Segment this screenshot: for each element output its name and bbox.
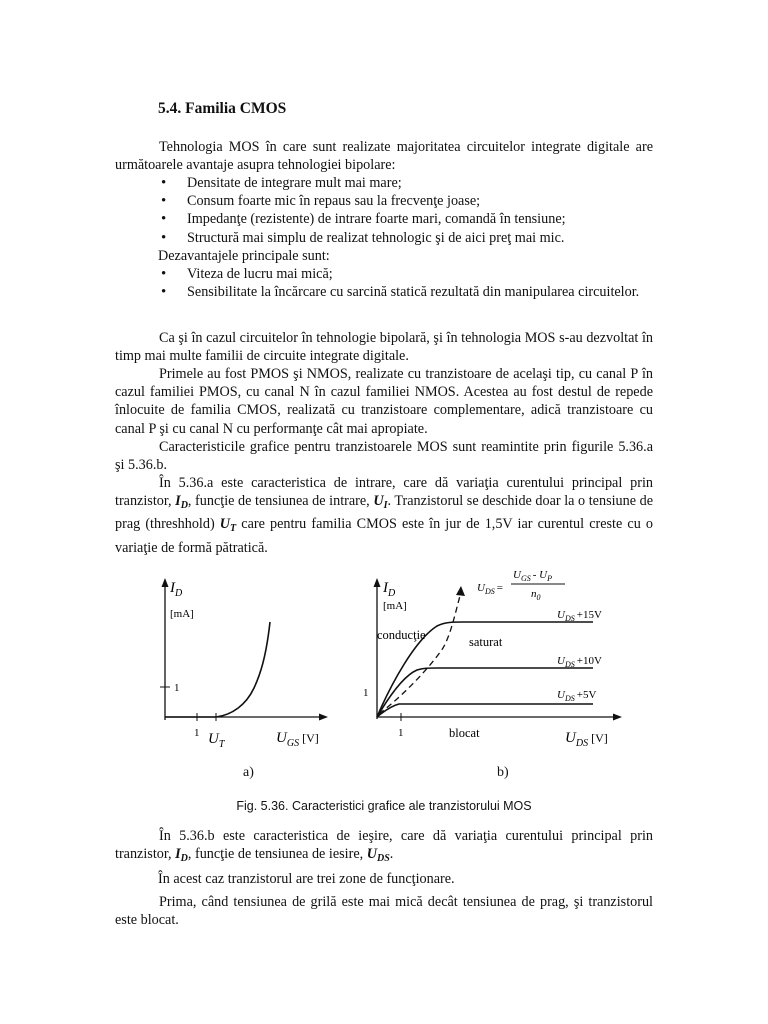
figure-b-output-characteristic bbox=[365, 562, 630, 752]
curve-5v bbox=[377, 704, 593, 717]
boundary-arrow bbox=[456, 586, 465, 596]
paragraph-input-characteristic: În 5.36.a este caracteristica de intrare, care dă variaţia curentului principal prin tranzistor, $I_D$, funcţie de tensiunea de intrare, $U_I$. Tranzistorul se deschide doar la o tensiune de prag (threshhold) $U_T$ care pentru familia CMOS este în jur de 1,5V iar curentul creste cu o variaţie de formă pătratică. bbox=[115, 475, 654, 556]
advantages-list bbox=[158, 174, 653, 247]
list-item: • Structură mai simplu de realizat tehnologic şi de aici preţ mai mic. bbox=[158, 229, 653, 247]
x-label: $U_{DS}$ [V] bbox=[565, 730, 608, 749]
formula-lhs: $U_{DS}$ = bbox=[477, 582, 503, 596]
formula-denominator: $n_0$ bbox=[531, 588, 541, 602]
paragraph-zones: În acest caz tranzistorul are trei zone de funcţionare. bbox=[158, 871, 455, 887]
tick-label-y: 1 bbox=[174, 682, 180, 694]
conductie-label: conducţie bbox=[377, 628, 426, 642]
curve-label-10v: $U_{DS} +10V$ bbox=[557, 655, 602, 669]
figure-caption: Fig. 5.36. Caracteristici grafice ale tranzistorului MOS bbox=[236, 799, 532, 813]
y-unit: [mA] bbox=[383, 600, 407, 612]
disadvantages-heading: Dezavantajele principale sunt: bbox=[158, 248, 330, 264]
y-axis-arrow bbox=[374, 578, 381, 587]
x-axis-arrow bbox=[613, 714, 622, 721]
disadvantages-list bbox=[158, 265, 653, 301]
saturat-label: saturat bbox=[469, 635, 503, 649]
tick-label-x: 1 bbox=[398, 727, 404, 739]
list-item: • Sensibilitate la încărcare cu sarcină statică rezultată din manipularea circuitelor. bbox=[158, 283, 653, 301]
ut-label: $U_T$ bbox=[208, 731, 225, 750]
paragraph-output-characteristic: În 5.36.b este caracteristica de ieşire, care dă variaţia curentului principal prin tranzistor, $I_D$, funcţie de tensiunea de iesire, $U_{DS}$. bbox=[115, 828, 653, 865]
list-item: • Consum foarte mic în repaus sau la frecvenţe joase; bbox=[158, 192, 653, 210]
formula-numerator: $U_{GS} - U_P$ bbox=[513, 569, 552, 583]
section-title: 5.4. Familia CMOS bbox=[158, 100, 287, 117]
tick-label-y: 1 bbox=[363, 687, 369, 699]
y-axis-arrow bbox=[162, 578, 169, 587]
curve-label-15v: $U_{DS} +15V$ bbox=[557, 609, 602, 623]
y-label: $I_D$ bbox=[383, 580, 396, 599]
x-label: $U_{GS}$ [V] bbox=[276, 730, 319, 749]
intro-paragraph: Tehnologia MOS în care sunt realizate majoritatea circuitelor integrate digitale are următoarele avantaje asupra tehnologiei bipolare: bbox=[115, 139, 653, 174]
list-item: • Densitate de integrare mult mai mare; bbox=[158, 174, 653, 192]
curve-label-5v: $U_{DS} +5V$ bbox=[557, 689, 597, 703]
panel-label-a: a) bbox=[243, 765, 254, 780]
paragraph-figures: Caracteristicile grafice pentru tranzistoarele MOS sunt reamintite prin figurile 5.36.a şi 5.36.b. bbox=[115, 439, 653, 474]
paragraph-blocked-zone: Prima, când tensiunea de grilă este mai mică decât tensiunea de prag, şi tranzistorul este blocat. bbox=[115, 894, 653, 929]
x-axis-arrow bbox=[319, 714, 328, 721]
paragraph-pmos-nmos: Primele au fost PMOS şi NMOS, realizate cu tranzistoare de acelaşi tip, cu canal P în cazul familiei PMOS, cu canal N în cazul familiei NMOS. Acestea au fost destul de repede înlocuite de familia CMOS, realizată cu tranzistoare complementare, adică tranzistoare cu canal P şi cu canal N cu performanţe cât mai apropiate. bbox=[115, 366, 653, 437]
list-item: • Impedanţe (rezistente) de intrare foarte mari, comandă în tensiune; bbox=[158, 210, 653, 228]
blocat-label: blocat bbox=[449, 726, 480, 740]
tick-label-x: 1 bbox=[194, 727, 200, 739]
list-item: • Viteza de lucru mai mică; bbox=[158, 265, 653, 283]
y-label: $I_D$ bbox=[170, 580, 183, 599]
input-curve bbox=[165, 622, 270, 717]
panel-label-b: b) bbox=[497, 765, 509, 780]
y-unit: [mA] bbox=[170, 608, 194, 620]
figure-a-input-characteristic bbox=[150, 570, 340, 755]
paragraph-families: Ca şi în cazul circuitelor în tehnologie bipolară, şi în tehnologia MOS s-au dezvoltat în timp mai multe familii de circuite integrate digitale. bbox=[115, 330, 653, 365]
